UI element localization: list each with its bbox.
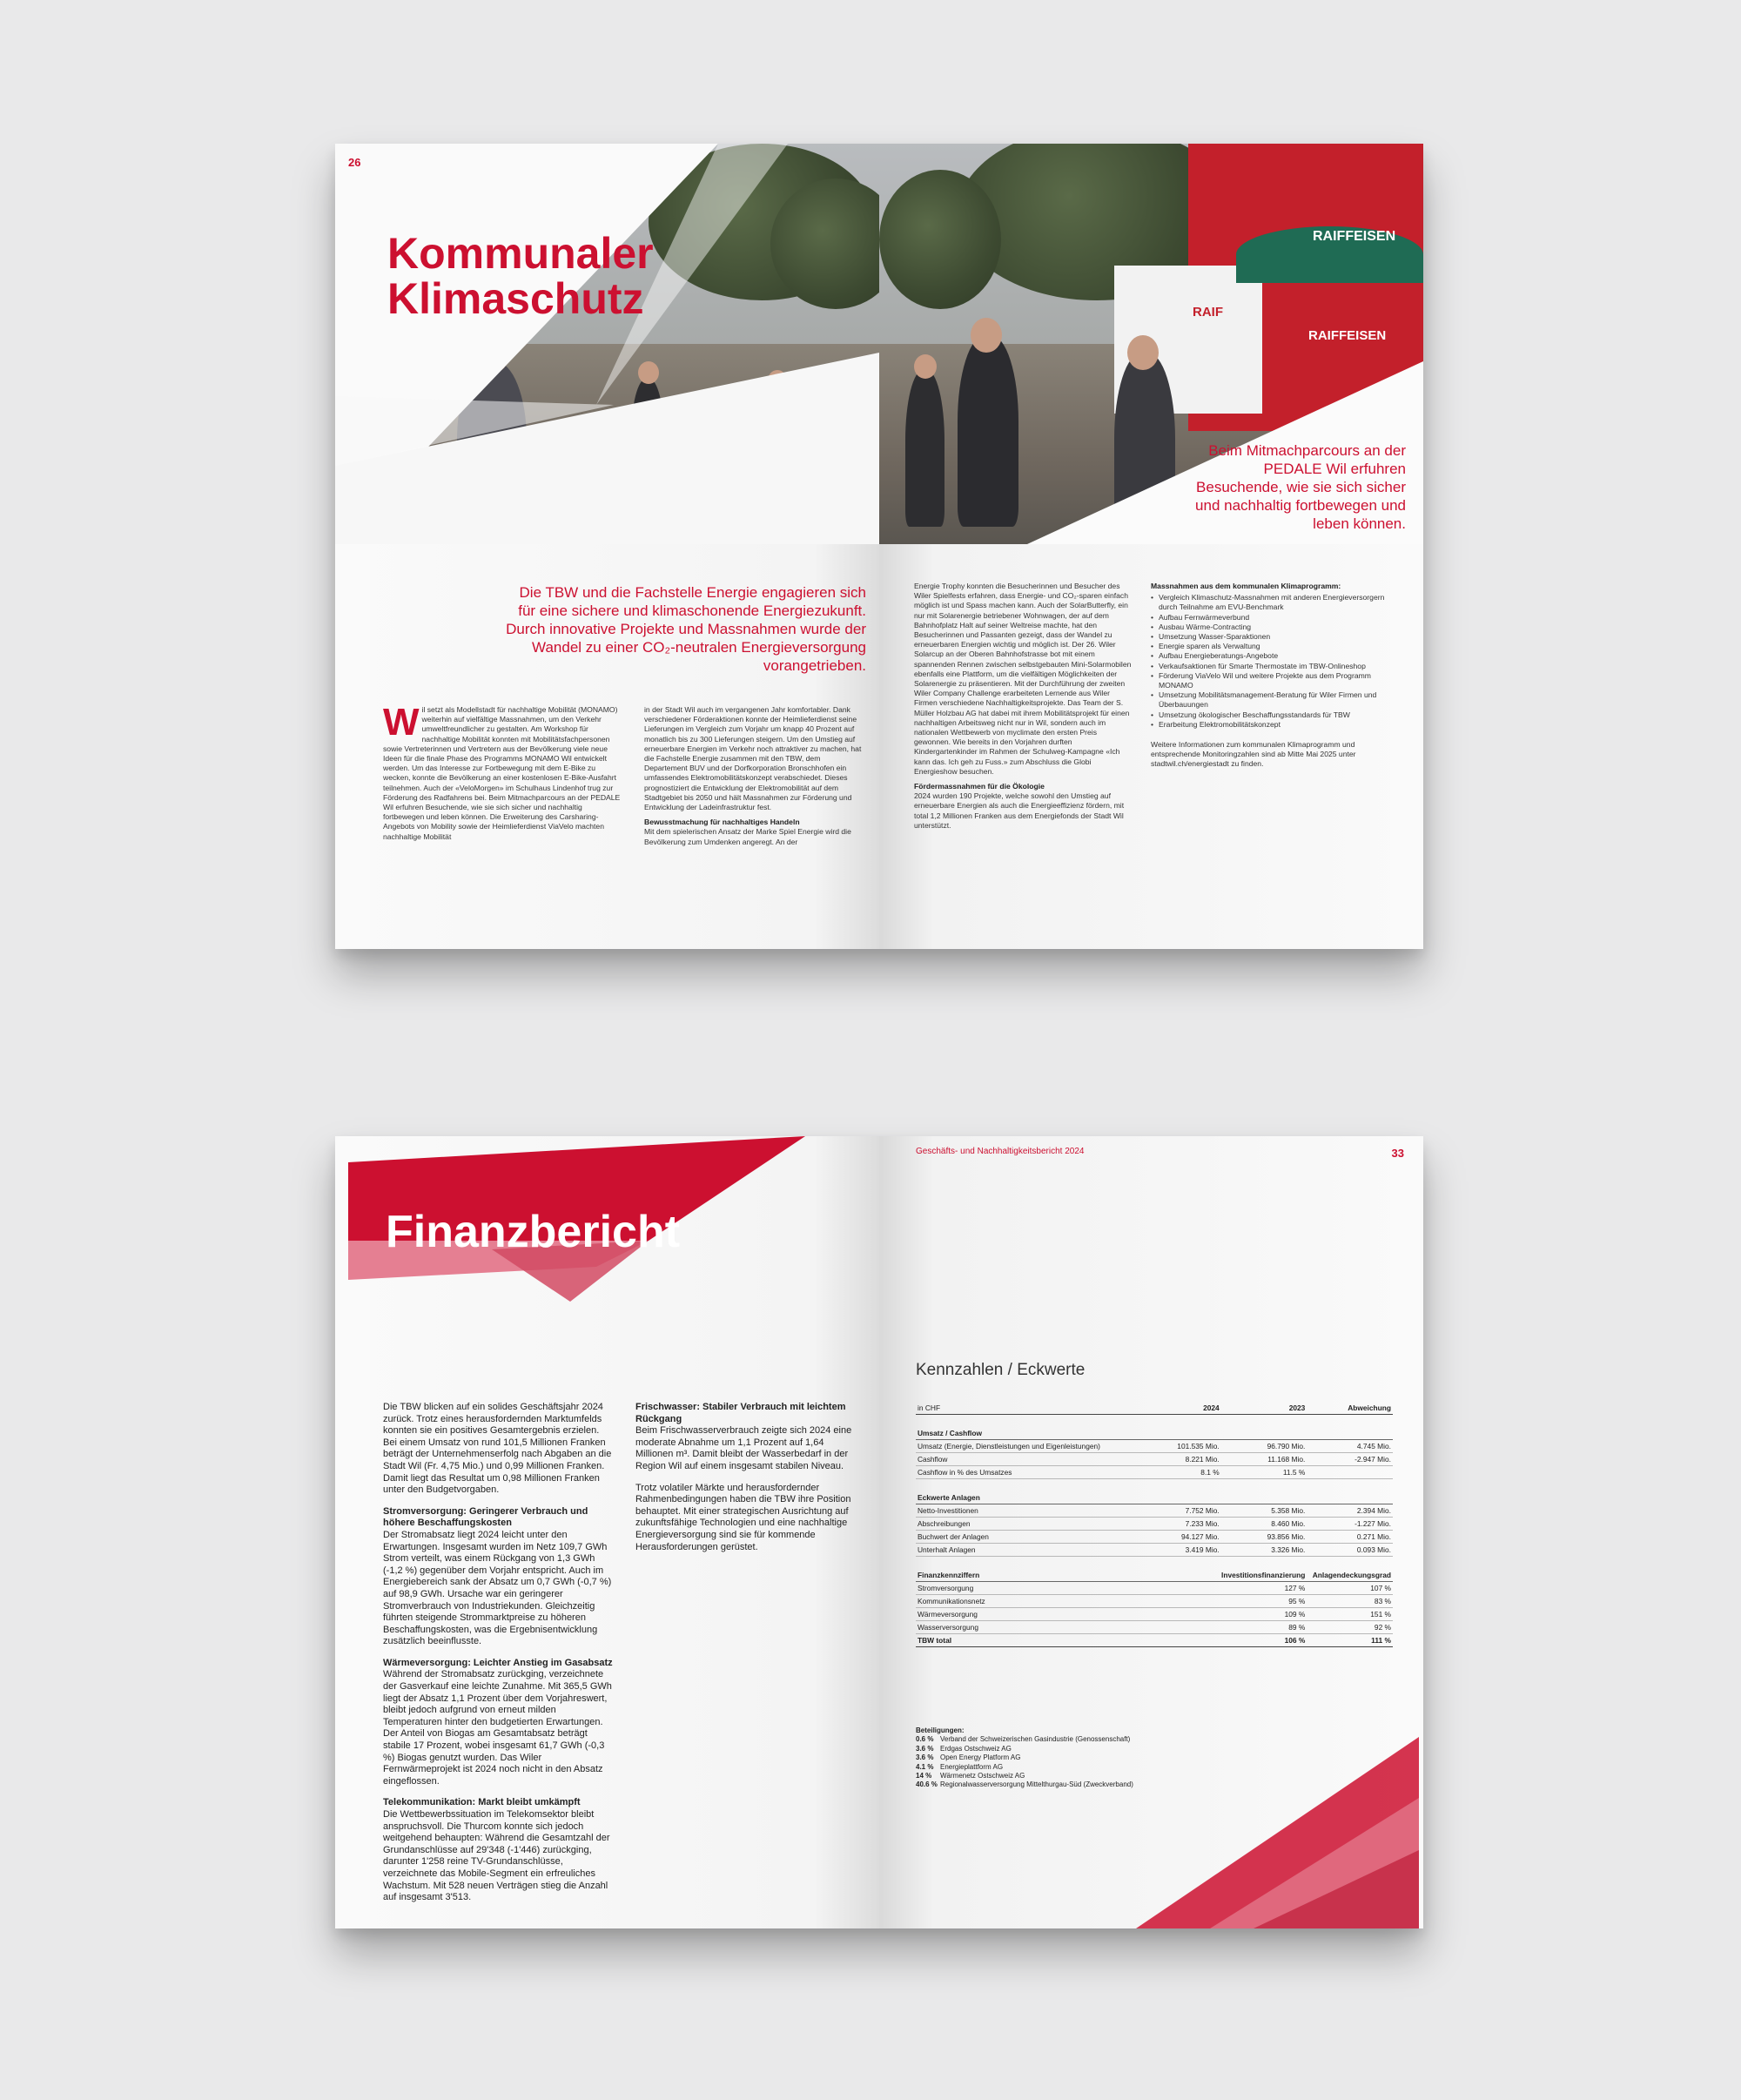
list-item: • Umsetzung Wasser-Sparaktionen — [1151, 632, 1395, 642]
lead-paragraph: Die TBW und die Fachstelle Energie engagieren sich für eine sichere und klimaschonende Energiezukunft. Durch innovative Projekte und Massnahmen wurde der Wandel zu einer CO₂-neutralen Energieversorgung vorangetrieben. — [506, 584, 866, 674]
sign-text: RAIF — [1193, 305, 1223, 320]
finance-column-1 — [383, 1402, 614, 1914]
list-item: • Förderung ViaVelo Wil und weitere Projekte aus dem Programm MONAMO — [1151, 671, 1395, 690]
table-section-heading: Umsatz / Cashflow — [916, 1415, 1393, 1440]
corner-triangle-decor — [879, 1136, 1423, 1928]
sign-text: RAIFFEISEN — [1308, 328, 1387, 343]
column-3-heading: Fördermassnahmen für die Ökologie — [914, 782, 1045, 791]
list-item: • Vergleich Klimaschutz-Massnahmen mit anderen Energieversorgern durch Teilnahme am EVU-Benchmark — [1151, 593, 1395, 612]
text-column-1 — [383, 701, 622, 847]
list-item: 40.6 % Regionalwasserversorgung Mittelthurgau-Süd (Zweckverband) — [916, 1780, 1133, 1789]
kennzahlen-title: Kennzahlen / Eckwerte — [916, 1361, 1086, 1379]
white-overlay-shape — [335, 144, 879, 544]
waerme-text: Während der Stromabsatz zurückging, verzeichnete der Gasverkauf eine leichte Zunahme. Mit 365,5 GWh liegt der Absatz 1,1 Prozent über dem Vorjahreswert, bleibt jedoch aufgrund von erneut milden Temperaturen hinter den budgetierten Erwartungen. Der Anteil von Biogas am Gesamtabsatz beträgt stabile 17 Prozent, wobei insgesamt 61,7 GWh (-0,3 %) Biogas genutzt wurden. Das Wiler Fernwärmeprojekt ist 2024 noch nicht in den Absatz eingeflossen. — [383, 1669, 612, 1787]
column-2-body-2: Mit dem spielerischen Ansatz der Marke Spiel Energie wird die Bevölkerung zum Umdenken angeregt. An der — [644, 827, 851, 846]
column-4-heading: Massnahmen aus dem kommunalen Klimaprogramm: — [1151, 582, 1341, 590]
list-item: • Aufbau Fernwärmeverbund — [1151, 613, 1395, 623]
tele-heading: Telekommunikation: Markt bleibt umkämpft — [383, 1797, 581, 1808]
list-item: 3.6 % Erdgas Ostschweiz AG — [916, 1744, 1012, 1753]
page-number: 26 — [348, 156, 361, 169]
table-header: in CHF 2024 2023 Abweichung — [916, 1402, 1393, 1415]
list-item: • Verkaufsaktionen für Smarte Thermostate im TBW-Onlineshop — [1151, 662, 1395, 671]
measures-list — [1151, 593, 1395, 730]
finance-intro: Die TBW blicken auf ein solides Geschäftsjahr 2024 zurück. Trotz eines herausfordernden Marktumfelds konnten sie ein positives Gesamtergebnis erzielen. Bei einem Umsatz von rund 101,5 Millionen Franken beträgt der Unternehmenserfolg nach Abgaben an die Stadt Wil (Fr. 4,75 Mio.) und 0,99 Millionen Franken. Damit liegt das Resultat um 0,98 Millionen Franken unter den Budgetvorgaben. — [383, 1402, 612, 1496]
list-item: • Ausbau Wärme-Contracting — [1151, 623, 1395, 632]
table-row: Umsatz (Energie, Dienstleistungen und Eigenleistungen) 101.535 Mio. 96.790 Mio. 4.745 Mio. — [916, 1440, 1393, 1453]
table-row: Kommunikationsnetz 95 % 83 % — [916, 1595, 1393, 1608]
table-row: Netto-Investitionen 7.752 Mio. 5.358 Mio. 2.394 Mio. — [916, 1504, 1393, 1518]
wasser-text: Beim Frischwasserverbrauch zeigte sich 2024 eine moderate Abnahme um 1,1 Prozent auf 1,64 Millionen m³. Damit bleibt der Wasserbedarf in der Region Wil auf einem insgesamt stabilen Niveau. — [635, 1425, 852, 1471]
table-row: Cashflow in % des Umsatzes 8.1 % 11.5 % — [916, 1466, 1393, 1479]
tele-text: Die Wettbewerbssituation im Telekomsektor bleibt anspruchsvoll. Die Thurcom konnte sich jedoch weitgehend behaupten: Während die Gesamtzahl der Grundanschlüsse auf 29'348 (-1'446) zurückging, darunter 1'258 reine TV-Grundanschlüsse, verzeichnete das Mobile-Segment ein erfreuliches Wachstum. Mit 528 neuen Verträgen stieg die Anzahl auf insgesamt 3'513. — [383, 1809, 610, 1903]
text-column-3 — [914, 582, 1132, 836]
list-item: 3.6 % Open Energy Platform AG — [916, 1753, 1021, 1762]
list-item: 0.6 % Verband der Schweizerischen Gasindustrie (Genossenschaft) — [916, 1735, 1131, 1744]
list-item: 4.1 % Energieplattform AG — [916, 1762, 1004, 1771]
column-2-body: in der Stadt Wil auch im vergangenen Jahr komfortabler. Dank verschiedener Förderaktionen konnte der Heimlieferdienst seine Lieferungen im Vergleich zum Vorjahr um knapp 40 Prozent auf monatlich bis zu 300 Lieferungen steigern. Um den Umstieg auf erneuerbare Energien im Verkehr noch attraktiver zu machen, hat die Fachstelle Energie zusammen mit den TBW, dem Departement BUV und der Dorfkorporation Bronschhofen ein umfassendes Elektromobilitätskonzept verabschiedet. Dieses prognostiziert die Entwicklung der Elektromobilität auf dem Stadtgebiet bis 2050 und hält Massnahmen zur Förderung und Entwicklung der Ladeinfrastruktur fest. — [644, 705, 862, 812]
finance-column-2 — [635, 1402, 862, 1563]
table-row: Wärmeversorgung 109 % 151 % — [916, 1608, 1393, 1621]
wasser-heading: Frischwasser: Stabiler Verbrauch mit leichtem Rückgang — [635, 1402, 846, 1424]
list-item: • Umsetzung ökologischer Beschaffungsstandards für TBW — [1151, 710, 1395, 720]
waerme-heading: Wärmeversorgung: Leichter Anstieg im Gasabsatz — [383, 1657, 613, 1668]
table-row: Abschreibungen 7.233 Mio. 8.460 Mio. -1.227 Mio. — [916, 1518, 1393, 1531]
photo-caption: Beim Mitmachparcours an der PEDALE Wil erfuhren Besuchende, wie sie sich sicher und nachhaltig fortbewegen und leben können. — [1195, 442, 1406, 532]
page-number: 33 — [1391, 1147, 1404, 1160]
section-title: Finanzbericht — [386, 1207, 681, 1257]
table-section-heading: Eckwerte Anlagen — [916, 1479, 1393, 1504]
headline-line-2: Klimaschutz — [387, 274, 644, 323]
list-item: • Umsetzung Mobilitätsmanagement-Beratung für Wiler Firmen und Überbauungen — [1151, 690, 1395, 710]
running-head: Geschäfts- und Nachhaltigkeitsbericht 2024 — [916, 1147, 1085, 1156]
table-row: Cashflow 8.221 Mio. 11.168 Mio. -2.947 Mio. — [916, 1453, 1393, 1466]
page-33 — [879, 1136, 1423, 1928]
table-row: Unterhalt Anlagen 3.419 Mio. 3.326 Mio. 0.093 Mio. — [916, 1544, 1393, 1557]
column-3-body-2: 2024 wurden 190 Projekte, welche sowohl den Umstieg auf erneuerbare Energien als auch die Energieeffizienz fördern, mit total 1,2 Millionen Franken aus dem Energiefonds der Stadt Wil unterstützt. — [914, 791, 1125, 830]
list-item: • Energie sparen als Verwaltung — [1151, 642, 1395, 651]
table-row: Stromversorgung 127 % 107 % — [916, 1582, 1393, 1595]
table-row: Buchwert der Anlagen 94.127 Mio. 93.856 Mio. 0.271 Mio. — [916, 1531, 1393, 1544]
page-27 — [879, 144, 1423, 949]
column-2-heading: Bewusstmachung für nachhaltiges Handeln — [644, 818, 800, 827]
column-3-body: Energie Trophy konnten die Besucherinnen und Besucher des Wiler Spielfests erfahren, dass Energie- und CO₂-sparen einfach möglich ist und Spass machen kann. Auch der SolarButterfly, ein nur mit Solarenergie betriebener Wohnwagen, der auf dem Bahnhofplatz Halt auf seiner Weltreise machte, hat den Besucherinnen und Passanten gezeigt, dass der Wandel zu erneuerbaren Energien wichtig und möglich ist. Der 26. Wiler Solarcup an der Oberen Bahnhofstrasse bot mit einem spannenden Rennen zwischen selbstgebauten Mini-Solarmobilen ebenfalls eine Plattform, um die vielfältigen Möglichkeiten der Solarenergie zu präsentieren. Mit der Durchführung der zweiten Wiler Company Challenge erarbeiteten Lernende aus Wiler Firmen verschiedene Nachhaltigkeitsprojekte. Das Team der S. Müller Holzbau AG hat dabei mit ihrem Mobilitätsprojekt für einen nachhaltigen Arbeitsweg nicht nur in Wil, sondern auch im nationalen Wettbewerb von myclimate den ersten Preis gewonnen. Wie bereits in den Vorjahren durften Kindergartenkinder im Rahmen der Schulweg-Kampagne «Ich kann das. Ich geh zu Fuss.» zum Abschluss die Globi Energieshow besuchen. — [914, 582, 1132, 776]
spread-klimaschutz — [335, 144, 1423, 949]
strom-text: Der Stromabsatz liegt 2024 leicht unter den Erwartungen. Insgesamt wurden im Netz 109,7 GWh Strom verteilt, was einem Rückgang von 1,3 GWh (-1,2 %) gegenüber dem Vorjahr entspricht. Auch im Energiebereich sank der Absatz um 0,7 GWh (-0,7 %) auf 98,9 GWh. Ursache war ein geringerer Stromverbrauch von Industriekunden. Gleichzeitig führten steigende Strommarktpreise zu höheren Beschaffungskosten, was die Ergebnisentwicklung zusätzlich beeinflusste. — [383, 1529, 612, 1647]
event-photo-left — [335, 144, 879, 544]
sign-text: RAIFFEISEN — [1313, 229, 1396, 244]
page-headline — [387, 231, 654, 321]
text-column-4 — [1151, 582, 1395, 775]
headline-line-1: Kommunaler — [387, 229, 654, 278]
list-item: 14 % Wärmenetz Ostschweiz AG — [916, 1772, 1025, 1780]
list-item: • Aufbau Energieberatungs-Angebote — [1151, 651, 1395, 661]
page-finanzbericht — [335, 1136, 879, 1928]
column-4-body: Weitere Informationen zum kommunalen Klimaprogramm und entsprechende Monitoringzahlen sind ab Mitte Mai 2025 unter stadtwil.ch/energiestadt zu finden. — [1151, 740, 1356, 769]
table-section-heading: Finanzkennziffern Investitionsfinanzierung Anlagendeckungsgrad — [916, 1557, 1393, 1582]
text-column-2 — [644, 705, 862, 852]
outlook-text: Trotz volatiler Märkte und herausfordernder Rahmenbedingungen haben die TBW ihre Position behauptet. Mit einer strategischen Ausrichtung auf zukunftsfähige Technologien und eine nachhaltige Energieversorgung sind sie für kommende Herausforderungen gerüstet. — [635, 1482, 851, 1552]
table-row: Wasserversorgung 89 % 92 % — [916, 1621, 1393, 1634]
column-1-body: il setzt als Modellstadt für nachhaltige Mobilität (MONAMO) weiterhin auf vielfältige Massnahmen, um den Verkehr umweltfreundlicher zu gestalten. Am Workshop für nachhaltige Mobilität konnten mit Mobilitätsfachpersonen sowie Vertreterinnen und Vertretern aus der Bevölkerung viele neue Ideen für die finale Phase des Programms MONAMO Wil entwickelt werden. Um das Interesse zur Fortbewegung mit dem E-Bike zu wecken, konnte die Bevölkerung an einer kostenlosen E-Bike-Ausfahrt teilnehmen. Auch der «VeloMorgen» im Schulhaus Lindenhof trug zur Förderung des Radfahrens bei. Beim Mitmachparcours an der PEDALE Wil erfuhren Besuchende, wie sie sich sicher und nachhaltig fortbewegen und leben können. Die Erweiterung des Carsharing-Angebots von Mobility sowie der Heimlieferdienst ViaVelo machten nachhaltige Mobilität — [383, 705, 621, 841]
spread-finanzbericht — [335, 1136, 1423, 1928]
list-item: • Erarbeitung Elektromobilitätskonzept — [1151, 720, 1395, 730]
table-total-row: TBW total 106 % 111 % — [916, 1634, 1393, 1647]
beteiligungen-title: Beteiligungen: — [916, 1726, 965, 1734]
page-26 — [335, 144, 879, 949]
drop-cap: W — [383, 701, 420, 744]
strom-heading: Stromversorgung: Geringerer Verbrauch und höhere Beschaffungskosten — [383, 1505, 588, 1529]
